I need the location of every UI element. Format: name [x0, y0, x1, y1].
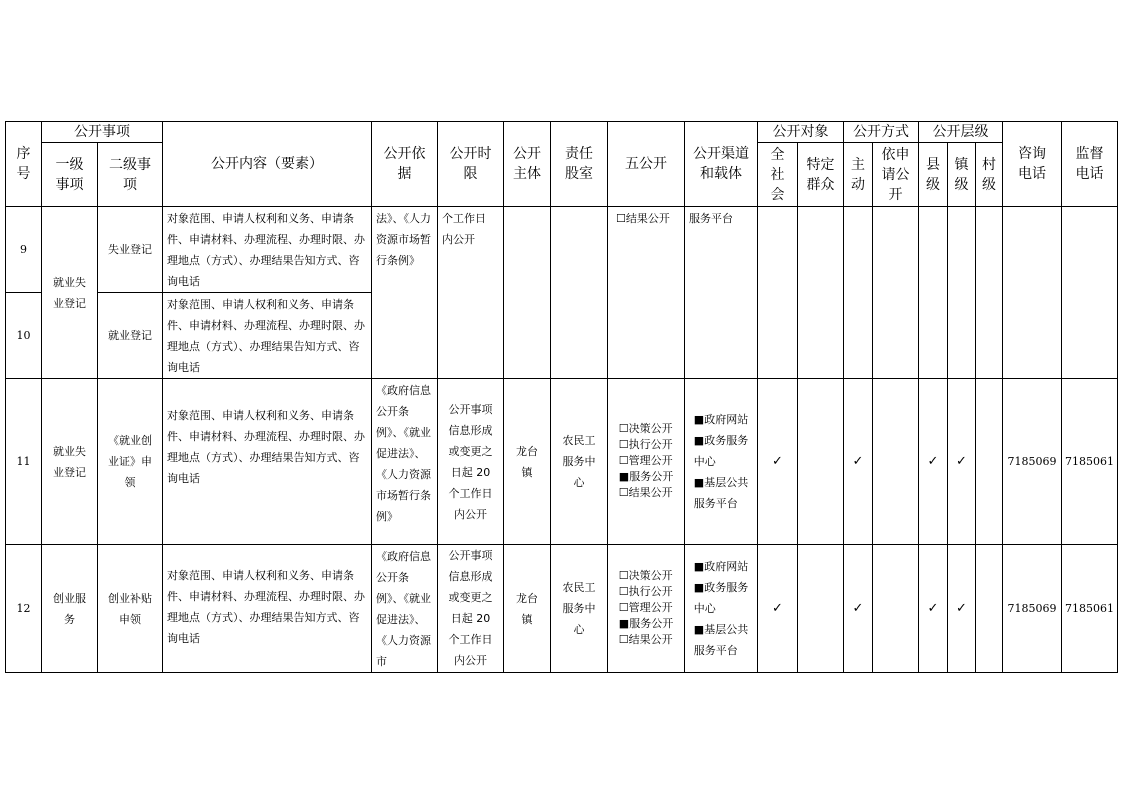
channel-list: ■政府网站 ■政务服务 中心 ■基层公共 服务平台 [693, 560, 749, 657]
target-specific-cell [798, 207, 844, 379]
subject-cell [504, 207, 551, 379]
level-town-cell [948, 207, 976, 379]
basis-cell: 法》、《人力资源市场暂行条例》 [372, 207, 438, 379]
five-cell [608, 545, 685, 673]
row-number: 11 [6, 379, 42, 545]
basis-cell: 《政府信息公开条例》、《就业促进法》、《人力资源市场暂行条例》 [372, 379, 438, 545]
method-active-cell: ✓ [844, 545, 873, 673]
row-number: 12 [6, 545, 42, 673]
dept-cell [551, 207, 608, 379]
level-town-cell: ✓ [948, 545, 976, 673]
table-row [6, 545, 1118, 673]
level-town-cell: ✓ [948, 379, 976, 545]
consult-cell: 7185069 [1003, 545, 1062, 673]
time-cell: 个工作日 内公开 [438, 207, 504, 379]
content-cell: 对象范围、申请人权利和义务、申请条件、申请材料、办理流程、办理时限、办理地点（方式）、办理结果告知方式、咨询电话 [163, 293, 372, 379]
content-cell: 对象范围、申请人权利和义务、申请条件、申请材料、办理流程、办理时限、办理地点（方式）、办理结果告知方式、咨询电话 [163, 545, 372, 673]
header-level-group: 公开层级 [919, 122, 1003, 143]
dept-cell: 农民工 服务中 心 [551, 545, 608, 673]
level2-item: 就业登记 [98, 293, 163, 379]
level2-item: 《就业创 业证》申 领 [98, 379, 163, 545]
target-specific-cell [798, 545, 844, 673]
level1-item: 创业服 务 [42, 545, 98, 673]
header-items-group: 公开事项 [42, 122, 163, 143]
dept-cell: 农民工 服务中 心 [551, 379, 608, 545]
target-all-cell: ✓ [758, 545, 798, 673]
header-method-group: 公开方式 [844, 122, 919, 143]
header-supervise: 监督 电话 [1062, 122, 1118, 207]
disclosure-table [5, 121, 1118, 673]
five-cell [608, 379, 685, 545]
five-list: ☐决策公开 ☐执行公开 ☐管理公开 ■服务公开 ☐结果公开 [618, 421, 674, 499]
level-county-cell: ✓ [919, 379, 948, 545]
method-active-cell: ✓ [844, 379, 873, 545]
row-number: 10 [6, 293, 42, 379]
supervise-cell [1062, 207, 1118, 379]
five-cell: ☐结果公开 [608, 207, 685, 379]
level2-item: 失业登记 [98, 207, 163, 293]
consult-cell: 7185069 [1003, 379, 1062, 545]
header-subject: 公开 主体 [504, 122, 551, 207]
header-basis: 公开依 据 [372, 122, 438, 207]
header-target-specific: 特定 群众 [798, 143, 844, 207]
header-time-limit: 公开时 限 [438, 122, 504, 207]
header-method-request: 依申 请公 开 [873, 143, 919, 207]
channel-cell: 服务平台 [685, 207, 758, 379]
row-number: 9 [6, 207, 42, 293]
header-level-village: 村 级 [976, 143, 1003, 207]
channel-cell [685, 545, 758, 673]
level-county-cell [919, 207, 948, 379]
header-method-active: 主 动 [844, 143, 873, 207]
supervise-cell: 7185061 [1062, 545, 1118, 673]
five-list: ☐决策公开 ☐执行公开 ☐管理公开 ■服务公开 ☐结果公开 [618, 568, 674, 646]
header-dept: 责任 股室 [551, 122, 608, 207]
content-cell: 对象范围、申请人权利和义务、申请条件、申请材料、办理流程、办理时限、办理地点（方式）、办理结果告知方式、咨询电话 [163, 379, 372, 545]
level-county-cell: ✓ [919, 545, 948, 673]
method-active-cell [844, 207, 873, 379]
time-cell: 公开事项 信息形成 或变更之 日起 20 个工作日 内公开 [438, 545, 504, 673]
header-content: 公开内容（要素） [163, 122, 372, 207]
target-all-cell [758, 207, 798, 379]
level2-item: 创业补贴 申领 [98, 545, 163, 673]
consult-cell [1003, 207, 1062, 379]
header-seq: 序 号 [6, 122, 42, 207]
header-level-town: 镇 级 [948, 143, 976, 207]
header-target-group: 公开对象 [758, 122, 844, 143]
subject-cell: 龙台 镇 [504, 545, 551, 673]
time-cell: 公开事项 信息形成 或变更之 日起 20 个工作日 内公开 [438, 379, 504, 545]
table-row [6, 379, 1118, 545]
level1-item: 就业失 业登记 [42, 379, 98, 545]
header-five: 五公开 [608, 122, 685, 207]
header-channel: 公开渠道 和载体 [685, 122, 758, 207]
header-level1: 一级 事项 [42, 143, 98, 207]
method-request-cell [873, 545, 919, 673]
table-row [6, 207, 1118, 293]
header-consult: 咨询 电话 [1003, 122, 1062, 207]
header-level-county: 县 级 [919, 143, 948, 207]
level-village-cell [976, 379, 1003, 545]
header-level2: 二级事 项 [98, 143, 163, 207]
method-request-cell [873, 379, 919, 545]
channel-cell [685, 379, 758, 545]
subject-cell: 龙台 镇 [504, 379, 551, 545]
basis-cell: 《政府信息公开条例》、《就业促进法》、《人力资源市 [372, 545, 438, 673]
content-cell: 对象范围、申请人权利和义务、申请条件、申请材料、办理流程、办理时限、办理地点（方式）、办理结果告知方式、咨询电话 [163, 207, 372, 293]
level1-item: 就业失 业登记 [42, 207, 98, 379]
level-village-cell [976, 207, 1003, 379]
level-village-cell [976, 545, 1003, 673]
channel-list: ■政府网站 ■政务服务 中心 ■基层公共 服务平台 [693, 413, 749, 510]
method-request-cell [873, 207, 919, 379]
supervise-cell: 7185061 [1062, 379, 1118, 545]
target-all-cell: ✓ [758, 379, 798, 545]
target-specific-cell [798, 379, 844, 545]
header-target-all: 全 社 会 [758, 143, 798, 207]
header-row-1 [6, 122, 1118, 143]
